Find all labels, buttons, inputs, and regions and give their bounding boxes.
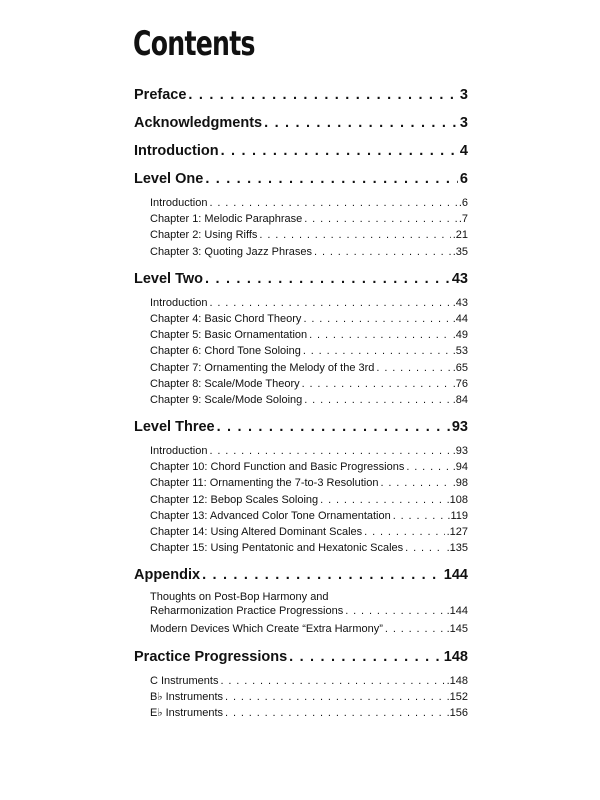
toc-entry-label: Appendix [134, 567, 201, 584]
toc-entry-label: Chapter 5: Basic Ornamentation [150, 329, 308, 342]
toc-section [134, 268, 468, 408]
leader-dots [320, 492, 444, 508]
leader-dots [289, 646, 442, 668]
toc-entry-page: .43 [452, 296, 468, 309]
leader-dots [314, 244, 451, 260]
toc-chapter-entry[interactable] [150, 673, 468, 689]
toc-entry-label: Introduction [150, 296, 208, 309]
toc-entry-page: .156 [446, 706, 468, 719]
toc-entry-label: Introduction [150, 197, 208, 209]
toc-chapter-entry[interactable] [150, 459, 468, 475]
toc-entry-page: .21 [452, 229, 468, 242]
leader-dots [217, 416, 450, 438]
leader-dots [202, 564, 442, 586]
leader-dots [225, 689, 445, 705]
leader-dots [259, 227, 450, 243]
toc-entry-label: Chapter 6: Chord Tone Soloing [150, 345, 301, 358]
toc-entry-page: .98 [452, 477, 468, 490]
toc-chapter-entry[interactable] [150, 604, 468, 618]
leader-dots [220, 673, 444, 689]
toc-chapter-entry[interactable] [150, 376, 468, 392]
toc-chapter-entry[interactable] [150, 621, 468, 637]
toc-entry-page: 144 [443, 567, 468, 584]
leader-dots [345, 604, 444, 618]
toc-entry-page: .127 [446, 526, 468, 538]
toc-entry-label: Chapter 11: Ornamenting the 7-to-3 Resolution [150, 477, 379, 490]
toc-entry-page: .49 [452, 329, 468, 342]
toc-entry-page: .93 [452, 445, 468, 458]
toc-chapter-entry[interactable] [150, 327, 468, 343]
toc-entry-page: .76 [452, 377, 468, 390]
leader-dots [205, 168, 458, 190]
toc-chapter-entry[interactable] [150, 244, 468, 260]
toc-level-entry[interactable] [134, 646, 468, 668]
leader-dots [364, 524, 444, 540]
toc-chapter-entry[interactable] [150, 689, 468, 705]
toc-chapter-entry[interactable] [150, 295, 468, 311]
leader-dots [209, 443, 450, 459]
toc-entry-label: Reharmonization Practice Progressions [150, 605, 344, 618]
toc-entry-page: .44 [452, 312, 468, 325]
toc-chapter-entry[interactable] [150, 311, 468, 327]
toc-entry-page: .152 [446, 690, 468, 703]
leader-dots [385, 621, 445, 637]
toc-chapter-entry[interactable] [150, 227, 468, 243]
toc-entry-page: .6 [458, 197, 468, 209]
toc-entry-label: Level Two [134, 270, 204, 287]
leader-dots [405, 540, 444, 556]
toc-entry-label: Chapter 9: Scale/Mode Soloing [150, 393, 303, 406]
toc-entry-label: Chapter 8: Scale/Mode Theory [150, 377, 300, 390]
toc-entry-page: 4 [459, 143, 468, 159]
toc-entry-page: .148 [446, 674, 468, 687]
toc-chapter-entry[interactable] [150, 508, 468, 524]
toc-entry-page: .119 [447, 509, 468, 522]
toc-entry-label: B♭ Instruments [150, 690, 224, 703]
toc-entry-label: Introduction [150, 445, 208, 458]
toc-entry-label: Chapter 15: Using Pentatonic and Hexatonic Scales [150, 542, 404, 555]
toc-chapter-entry[interactable] [150, 443, 468, 459]
toc-entry-label: Chapter 12: Bebop Scales Soloing [150, 493, 319, 506]
leader-dots [406, 459, 450, 475]
toc-entry-page: .145 [446, 623, 468, 636]
toc-chapter-entry[interactable] [150, 195, 468, 211]
toc-entry-label: Chapter 10: Chord Function and Basic Progressions [150, 461, 405, 474]
toc-section [134, 564, 468, 637]
toc-entry-page: .108 [446, 493, 468, 506]
toc-entry-label: Practice Progressions [134, 648, 288, 665]
toc-entry-label: Chapter 4: Basic Chord Theory [150, 312, 302, 325]
toc-entry-page: .94 [452, 461, 468, 474]
toc-entry-page: 6 [459, 171, 468, 187]
toc-chapter-entry[interactable] [150, 211, 468, 227]
toc-level-entry[interactable] [134, 564, 468, 586]
toc-entry-label: Chapter 14: Using Altered Dominant Scales [150, 526, 363, 538]
toc-entry-label: Level One [134, 171, 204, 187]
table-of-contents [134, 84, 468, 723]
leader-dots [376, 360, 450, 376]
toc-entry-label: Chapter 7: Ornamenting the Melody of the 3rd [150, 361, 375, 374]
toc-chapter-entry[interactable] [150, 492, 468, 508]
toc-entry-label: Chapter 1: Melodic Paraphrase [150, 213, 303, 226]
toc-entry-page: 43 [451, 270, 468, 287]
leader-dots [380, 475, 450, 491]
toc-level-entry[interactable] [134, 268, 468, 290]
leader-dots [309, 327, 451, 343]
leader-dots [304, 211, 457, 227]
toc-chapter-entry[interactable] [150, 360, 468, 376]
toc-section [134, 416, 468, 556]
page-title: Contents [133, 24, 255, 64]
toc-entry-page: 3 [459, 115, 468, 131]
leader-dots [225, 705, 445, 721]
toc-entry-label: Introduction [134, 143, 219, 159]
toc-entry-label: C Instruments [150, 674, 219, 687]
toc-chapter-entry[interactable] [150, 392, 468, 408]
toc-entry-page: 3 [459, 87, 468, 103]
leader-dots [304, 392, 450, 408]
toc-chapter-entry[interactable] [150, 540, 468, 556]
toc-level-entry[interactable] [134, 140, 468, 162]
toc-chapter-entry[interactable] [150, 524, 468, 540]
leader-dots [209, 295, 450, 311]
toc-entry-label: Chapter 13: Advanced Color Tone Ornamentation [150, 509, 391, 522]
toc-section [134, 112, 468, 134]
toc-entry-label: Level Three [134, 419, 215, 436]
leader-dots [303, 311, 450, 327]
toc-entry-label-line1: Thoughts on Post-Bop Harmony and [150, 591, 329, 604]
toc-section [134, 646, 468, 722]
toc-entry-page: 93 [451, 419, 468, 436]
toc-section [134, 140, 468, 162]
toc-entry-label: E♭ Instruments [150, 706, 224, 719]
toc-chapter-entry[interactable] [150, 475, 468, 491]
leader-dots [303, 343, 451, 359]
toc-entry-label: Acknowledgments [134, 115, 263, 131]
toc-entry-page: .35 [452, 245, 468, 258]
toc-level-entry[interactable] [134, 112, 468, 134]
toc-section [134, 168, 468, 260]
toc-entry-page: .135 [446, 542, 468, 555]
leader-dots [221, 140, 458, 162]
toc-entry-label: Modern Devices Which Create “Extra Harmony” [150, 623, 383, 636]
toc-section [134, 84, 468, 106]
leader-dots [205, 268, 450, 290]
toc-entry-label: Chapter 3: Quoting Jazz Phrases [150, 245, 313, 258]
toc-entry-label: Preface [134, 87, 187, 103]
leader-dots [188, 84, 458, 106]
toc-entry-page: .84 [452, 393, 468, 406]
toc-entry-label: Chapter 2: Using Riffs [150, 229, 258, 242]
toc-chapter-entry[interactable] [150, 705, 468, 721]
toc-level-entry[interactable] [134, 168, 468, 190]
leader-dots [264, 112, 458, 134]
leader-dots [393, 508, 446, 524]
leader-dots [302, 376, 451, 392]
toc-chapter-entry[interactable] [150, 343, 468, 359]
toc-entry-page: .53 [452, 345, 468, 358]
toc-level-entry[interactable] [134, 84, 468, 106]
toc-entry-page: .65 [452, 361, 468, 374]
toc-entry-page: 148 [443, 648, 468, 665]
leader-dots [209, 195, 456, 211]
toc-entry-page: .7 [458, 213, 468, 226]
toc-level-entry[interactable] [134, 416, 468, 438]
toc-entry-page: .144 [446, 605, 468, 618]
